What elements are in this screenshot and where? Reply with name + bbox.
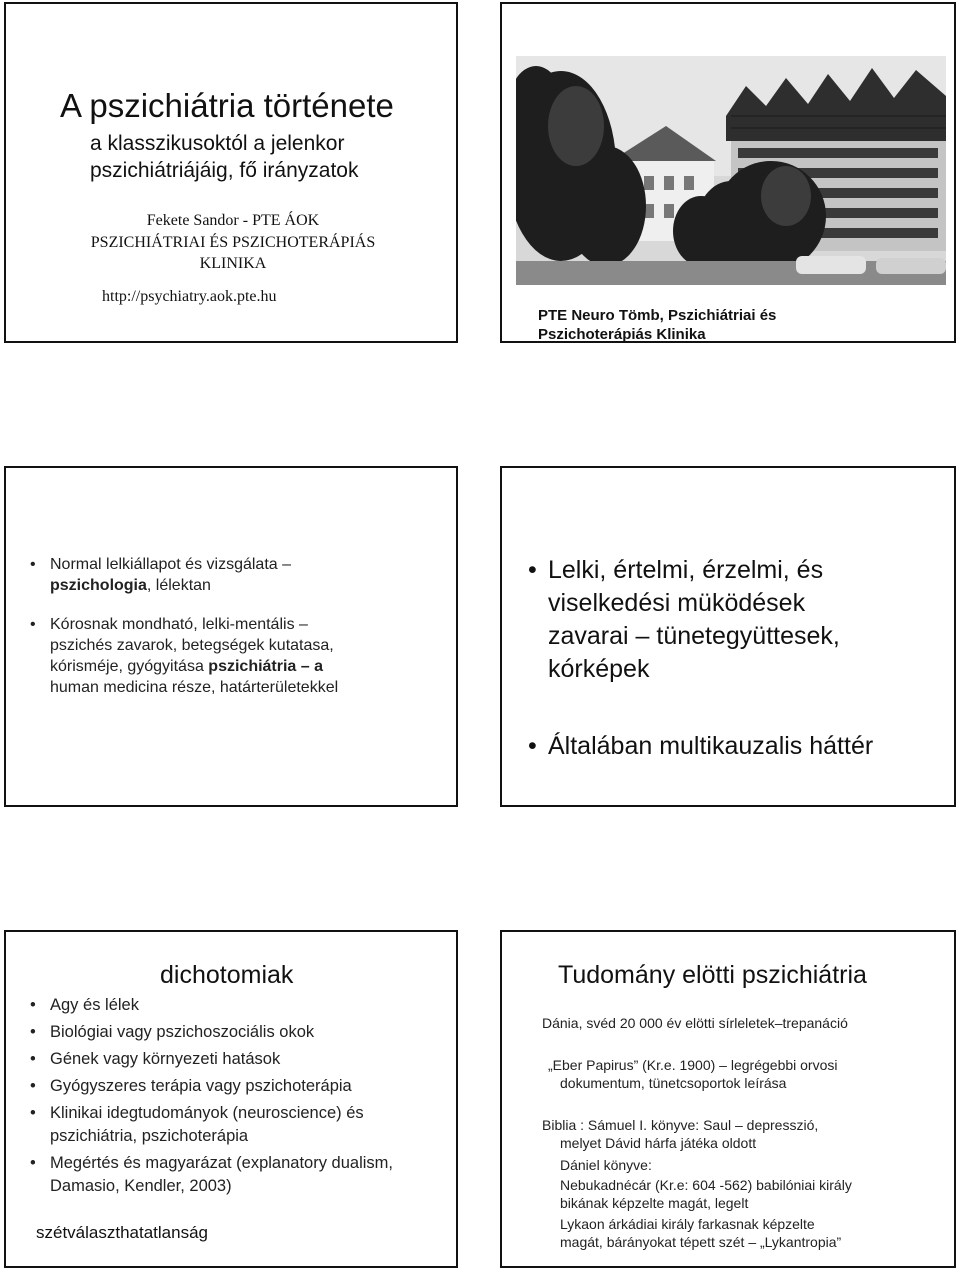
caption-line-1: PTE Neuro Tömb, Pszichiátriai és — [538, 307, 777, 324]
slide-prescientific — [500, 930, 956, 1268]
bold-term-pszichologia: pszichologia — [50, 577, 147, 594]
list-item: • Általában multikauzalis háttér — [548, 730, 873, 763]
slide-title: dichotomiak — [160, 961, 294, 989]
department-line-1: PSZICHIÁTRIAI ÉS PSZICHOTERÁPIÁS — [90, 234, 376, 251]
text-line: Nebukadnécár (Kr.e: 604 -562) babilóniai király — [560, 1177, 852, 1193]
footer-text: szétválaszthatatlanság — [36, 1223, 208, 1242]
dichotomy-list — [50, 994, 420, 1202]
text-line: dokumentum, tünetcsoportok leírása — [560, 1075, 787, 1091]
text-line: magát, bárányokat tépett szét – „Lykantropia” — [560, 1234, 842, 1250]
definition-list — [50, 554, 338, 716]
list-item: • Gének vagy környezeti hatások — [50, 1048, 420, 1071]
list-item: • Agy és lélek — [50, 994, 420, 1017]
text-line: Dániel könyve: — [560, 1157, 652, 1173]
list-item: • Kórosnak mondható, lelki-mentális – pszichés zavarok, betegségek kutatasa, kórisméje, gyógyitása pszichiátria – a human medicina része, határterületekkel — [50, 614, 338, 698]
list-item: • Megértés és magyarázat (explanatory dualism, Damasio, Kendler, 2003) — [50, 1152, 410, 1198]
text-line: „Eber Papirus” (Kr.e. 1900) – legrégebbi orvosi — [548, 1057, 838, 1073]
list-item: • Lelki, értelmi, érzelmi, és viselkedési müködések zavarai – tünetegyüttesek, kórképek — [548, 554, 848, 686]
subtitle-line-2: pszichiátriájáig, fő irányzatok — [90, 159, 359, 182]
slide-photo — [500, 2, 956, 343]
photo-caption — [538, 306, 776, 344]
slide-dichotomies — [4, 930, 458, 1268]
subtitle — [90, 130, 358, 184]
author-line: Fekete Sandor - PTE ÁOK — [146, 212, 320, 229]
slide-definitions — [4, 466, 458, 807]
text-line: bikának képzelte magát, legelt — [560, 1195, 749, 1211]
subtitle-line-1: a klasszikusoktól a jelenkor — [90, 132, 345, 155]
department-line-2: KLINIKA — [199, 255, 267, 272]
list-item: • Biológiai vagy pszichoszociális okok — [50, 1021, 420, 1044]
list-item: • Normal lelkiállapot és vizsgálata – pszichologia, lélektan — [50, 554, 338, 596]
disorder-list — [548, 554, 873, 763]
building-photo — [516, 56, 946, 285]
bold-term-pszichiatria: pszichiátria – a — [208, 658, 324, 675]
page-title: A pszichiátria története — [60, 87, 394, 124]
text-line: Biblia : Sámuel I. könyve: Saul – depresszió, — [542, 1117, 819, 1133]
slide-disorders — [500, 466, 956, 807]
slide-title — [4, 2, 458, 343]
text-line: Dánia, svéd 20 000 év elötti sírleletek–trepanáció — [542, 1015, 848, 1031]
slide-title: Tudomány elötti pszichiátria — [558, 961, 867, 989]
text-line: Lykaon árkádiai király farkasnak képzelte — [560, 1216, 815, 1232]
text-line: melyet Dávid hárfa játéka oldott — [560, 1135, 757, 1151]
list-item: • Klinikai idegtudományok (neuroscience) és pszichiátria, pszichoterápia — [50, 1102, 420, 1148]
building-photo-illustration — [516, 56, 946, 285]
list-item: • Gyógyszeres terápia vagy pszichoterápia — [50, 1075, 420, 1098]
website-link[interactable]: http://psychiatry.aok.pte.hu — [102, 288, 277, 305]
caption-line-2: Pszichoterápiás Klinika — [538, 326, 706, 343]
